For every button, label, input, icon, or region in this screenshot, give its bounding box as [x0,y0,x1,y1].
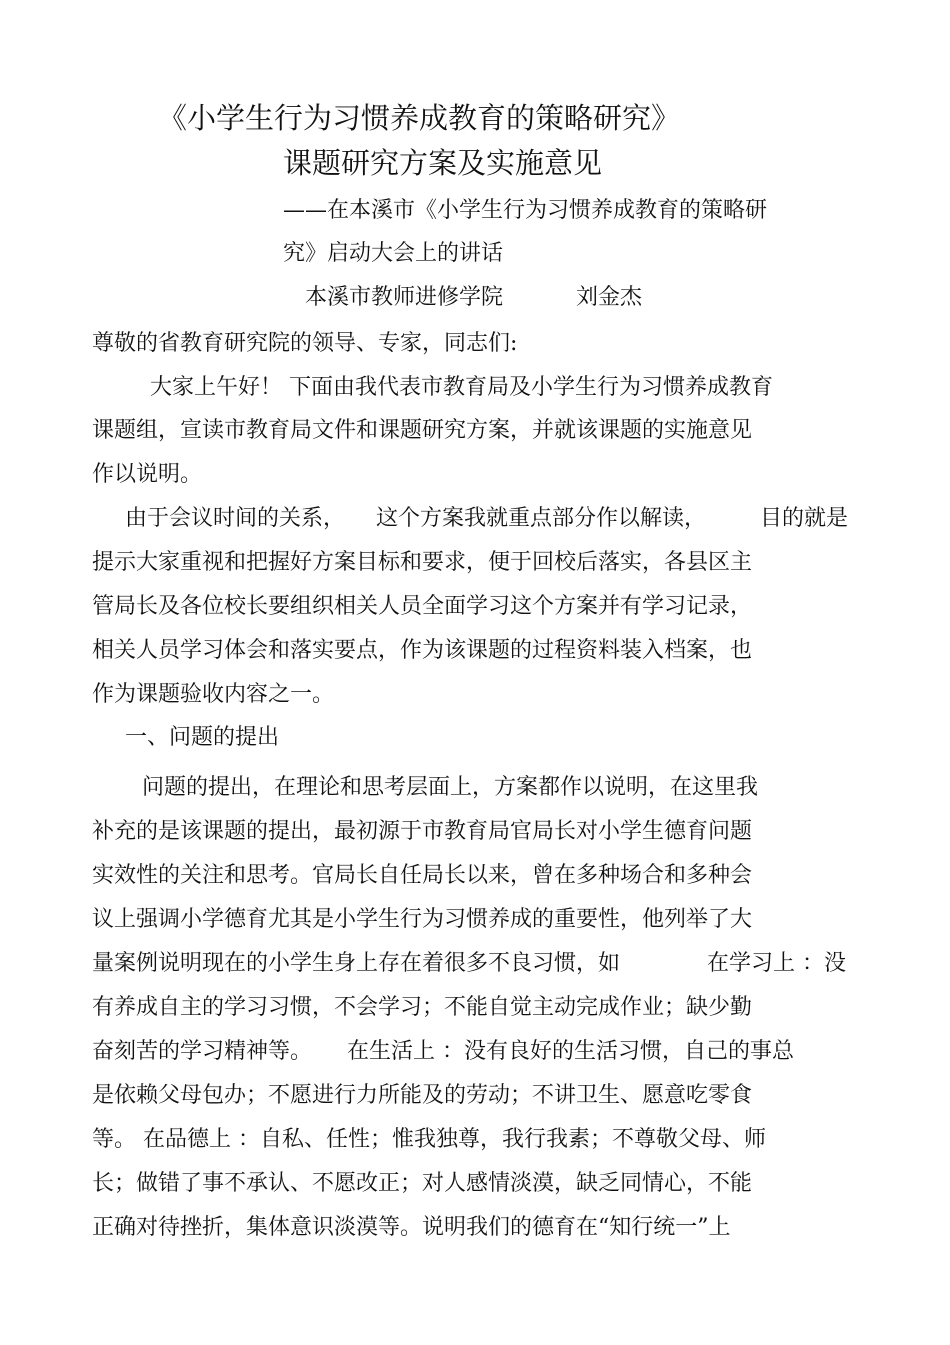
author-name: 刘金杰 [576,285,643,310]
document-title-line2: 课题研究方案及实施意见 [283,146,603,180]
paragraph-line: 课题组，宣读市教育局文件和课题研究方案，并就该课题的实施意见 [92,418,753,443]
section-heading: 一、问题的提出 [125,725,280,750]
paragraph-line: 有养成自主的学习习惯，不会学习；不能自觉主动完成作业；缺少勤 [92,995,753,1020]
paragraph-line-part: 量案例说明现在的小学生身上存在着很多不良习惯，如 [92,951,621,976]
paragraph-line: 作以说明。 [92,462,203,487]
paragraph-line-part: 在学习上 ：没 [707,951,846,976]
paragraph-line: 补充的是该课题的提出，最初源于市教育局官局长对小学生德育问题 [92,819,753,844]
salutation: 尊敬的省教育研究院的领导、专家，同志们: [92,331,518,356]
paragraph-line: 管局长及各位校长要组织相关人员全面学习这个方案并有学习记录， [92,594,753,619]
subtitle-line2: 究》启动大会上的讲话 [283,241,504,266]
paragraph-line: 正确对待挫折，集体意识淡漠等。说明我们的德育在“知行统一”上 [92,1215,731,1240]
paragraph-line-part: 目的就是 [760,506,849,531]
paragraph-line: 作为课题验收内容之一。 [92,682,335,707]
paragraph-line: 大家上午好！ 下面由我代表市教育局及小学生行为习惯养成教育 [150,375,773,400]
paragraph-line: 等。 在品德上 ：自私、任性；惟我独尊，我行我素；不尊敬父母、师 [92,1127,766,1152]
author-org: 本溪市教师进修学院 [305,285,504,310]
paragraph-line: 长；做错了事不承认、不愿改正；对人感情淡漠，缺乏同情心，不能 [92,1171,753,1196]
subtitle-line1: ——在本溪市《小学生行为习惯养成教育的策略研 [283,198,768,223]
document-title-line1: 《小学生行为习惯养成教育的策略研究》 [158,101,681,135]
paragraph-line-part: 这个方案我就重点部分作以解读， [376,506,707,531]
paragraph-line-part: 由于会议时间的关系， [125,506,346,531]
paragraph-line: 议上强调小学德育尤其是小学生行为习惯养成的重要性，他列举了大 [92,907,753,932]
paragraph-line: 提示大家重视和把握好方案目标和要求，便于回校后落实，各县区主 [92,550,753,575]
paragraph-line: 相关人员学习体会和落实要点，作为该课题的过程资料装入档案，也 [92,638,753,663]
paragraph-line: 实效性的关注和思考。官局长自任局长以来，曾在多种场合和多种会 [92,863,753,888]
paragraph-line-part: 在生活上 ：没有良好的生活习惯，自己的事总 [347,1039,794,1064]
paragraph-line-part: 奋刻苦的学习精神等。 [92,1039,313,1064]
paragraph-line: 问题的提出，在理论和思考层面上，方案都作以说明，在这里我 [142,775,759,800]
paragraph-line: 是依赖父母包办；不愿进行力所能及的劳动；不讲卫生、愿意吃零食 [92,1083,753,1108]
